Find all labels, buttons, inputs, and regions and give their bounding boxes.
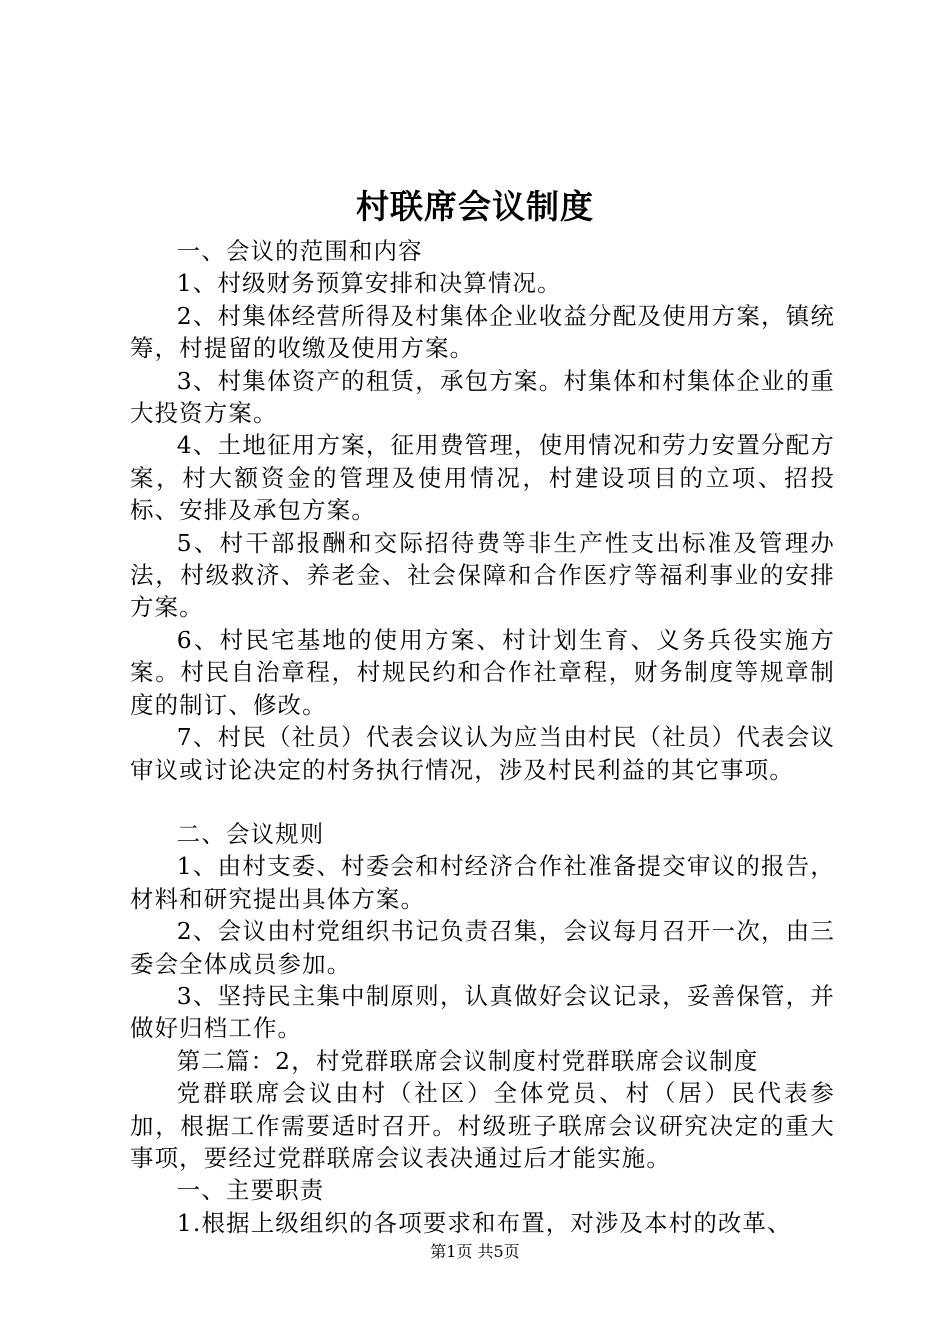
paragraph: 3、村集体资产的租赁，承包方案。村集体和村集体企业的重大投资方案。 <box>130 366 835 428</box>
page-number-footer: 第1页 共5页 <box>430 1242 520 1261</box>
chapter-heading: 第二篇：2，村党群联席会议制度村党群联席会议制度 <box>176 1046 759 1075</box>
paragraph: 6、村民宅基地的使用方案、村计划生育、义务兵役实施方案。村民自治章程，村规民约和合作社章程，财务制度等规章制度的制订、修改。 <box>130 625 835 719</box>
paragraph: 3、坚持民主集中制原则，认真做好会议记录，妥善保管，并做好归档工作。 <box>130 981 835 1043</box>
paragraph: 4、土地征用方案，征用费管理，使用情况和劳力安置分配方案，村大额资金的管理及使用情况，村建设项目的立项、招投标、安排及承包方案。 <box>130 431 835 525</box>
paragraph: 1.根据上级组织的各项要求和布置，对涉及本村的改革、 <box>176 1208 792 1237</box>
document-title: 村联席会议制度 <box>356 187 594 226</box>
section-heading: 一、会议的范围和内容 <box>176 237 423 265</box>
document-body <box>130 235 835 1239</box>
paragraph: 5、村干部报酬和交际招待费等非生产性支出标准及管理办法，村级救济、养老金、社会保障和合作医疗等福利事业的安排方案。 <box>130 528 835 622</box>
section-heading: 二、会议规则 <box>176 819 325 848</box>
paragraph: 党群联席会议由村（社区）全体党员、村（居）民代表参加，根据工作需要适时召开。村级班子联席会议研究决定的重大事项，要经过党群联席会议表决通过后才能实施。 <box>130 1079 835 1172</box>
paragraph: 1、由村支委、村委会和村经济合作社准备提交审议的报告，材料和研究提出具体方案。 <box>130 852 835 913</box>
paragraph: 2、会议由村党组织书记负责召集，会议每月召开一次，由三委会全体成员参加。 <box>130 917 835 978</box>
paragraph: 7、村民（社员）代表会议认为应当由村民（社员）代表会议审议或讨论决定的村务执行情况，涉及村民利益的其它事项。 <box>130 723 835 784</box>
paragraph: 1、村级财务预算安排和决算情况。 <box>176 269 562 298</box>
section-heading: 一、主要职责 <box>176 1176 325 1205</box>
paragraph: 2、村集体经营所得及村集体企业收益分配及使用方案，镇统筹，村提留的收缴及使用方案。 <box>130 301 835 363</box>
